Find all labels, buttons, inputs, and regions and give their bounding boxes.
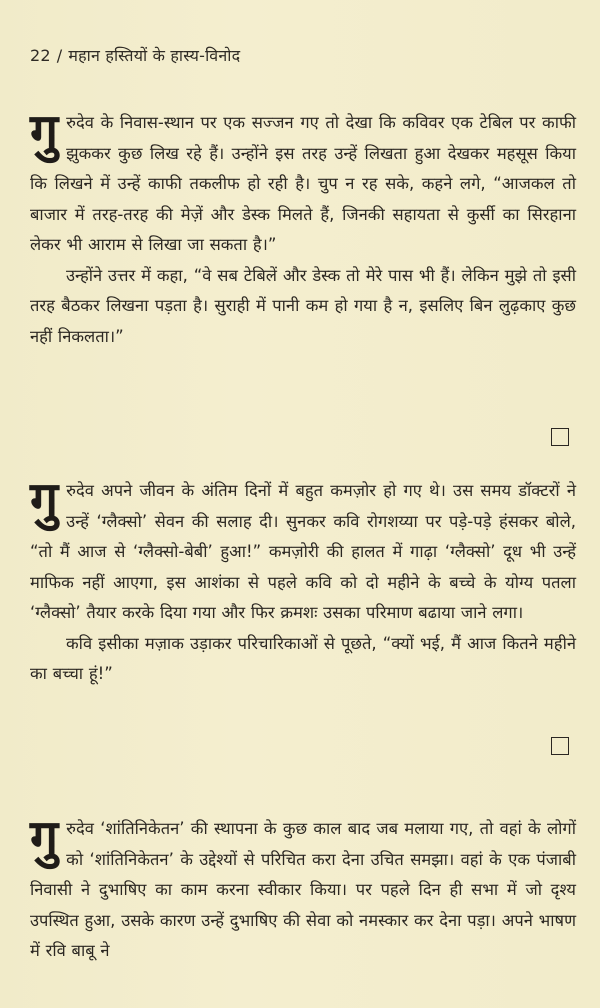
anecdote-1-paragraph-1 bbox=[30, 103, 576, 261]
anecdote-1 bbox=[30, 103, 576, 352]
drop-cap: गु bbox=[30, 471, 59, 529]
book-title: महान हस्तियों के हास्य-विनोद bbox=[68, 46, 241, 65]
drop-cap: गु bbox=[30, 103, 59, 161]
page-number: 22 bbox=[30, 46, 51, 65]
header-separator: / bbox=[56, 46, 63, 65]
anecdote-2-paragraph-2: कवि इसीका मज़ाक उड़ाकर परिचारिकाओं से पूछते, “क्यों भई, मैं आज कितने महीने का बच्चा हूं!” bbox=[30, 633, 576, 683]
anecdote-3-paragraph-1 bbox=[30, 809, 576, 967]
paragraph-text: रुदेव ‘शांतिनिकेतन’ की स्थापना के कुछ काल बाद जब मलाया गए, तो वहां के लोगों को ‘शांतिनिकेतन’ के उद्देश्यों से परिचित करा देना उचित समझा। वहां के एक पंजाबी निवासी ने दुभाषिए का काम करना स्वीकार किया। पर पहले दिन ही सभा में जो दृश्य उपस्थित हुआ, उसके कारण उन्हें दुभाषिए की सेवा को नमस्कार कर देना पड़ा। अपने भाषण में रवि बाबू ने bbox=[30, 819, 576, 960]
drop-cap: गु bbox=[30, 809, 59, 867]
anecdote-2 bbox=[30, 471, 576, 690]
anecdote-2-paragraph-1 bbox=[30, 471, 576, 629]
section-end-mark bbox=[551, 737, 569, 755]
paragraph-text: रुदेव अपने जीवन के अंतिम दिनों में बहुत कमज़ोर हो गए थे। उस समय डॉक्टरों ने उन्हें ‘ग्लैक्सो’ सेवन की सलाह दी। सुनकर कवि रोगशय्या पर पड़े-पड़े हंसकर बोले, “तो मैं आज से ‘ग्लैक्सो-बेबी’ हुआ!” कमज़ोरी की हालत में गाढ़ा ‘ग्लैक्सो’ दूध भी उन्हें माफिक नहीं आएगा, इस आशंका से पहले कवि को दो महीने के बच्चे के योग्य पतला ‘ग्लैक्सो’ तैयार करके दिया गया और फिर क्रमशः उसका परिमाण बढाया जाने लगा। bbox=[30, 481, 576, 622]
section-end-mark bbox=[551, 428, 569, 446]
paragraph-text: रुदेव के निवास-स्थान पर एक सज्जन गए तो देखा कि कविवर एक टेबिल पर काफी झुककर कुछ लिख रहे हैं। उन्होंने इस तरह उन्हें लिखता हुआ देखकर महसूस किया कि लिखने में उन्हें काफी तकलीफ हो रही है। चुप न रह सके, कहने लगे, “आजकल तो बाजार में तरह-तरह की मेज़ें और डेस्क मिलते हैं, जिनकी सहायता से कुर्सी का सिरहाना लेकर भी आराम से लिखा जा सकता है।” bbox=[30, 113, 576, 254]
anecdote-3 bbox=[30, 809, 576, 967]
running-header bbox=[30, 44, 240, 66]
anecdote-1-paragraph-2: उन्होंने उत्तर में कहा, “वे सब टेबिलें और डेस्क तो मेरे पास भी हैं। लेकिन मुझे तो इसी तरह बैठकर लिखना पड़ता है। सुराही में पानी कम हो गया है न, इसलिए बिन लुढ़काए कुछ नहीं निकलता।” bbox=[30, 265, 576, 346]
